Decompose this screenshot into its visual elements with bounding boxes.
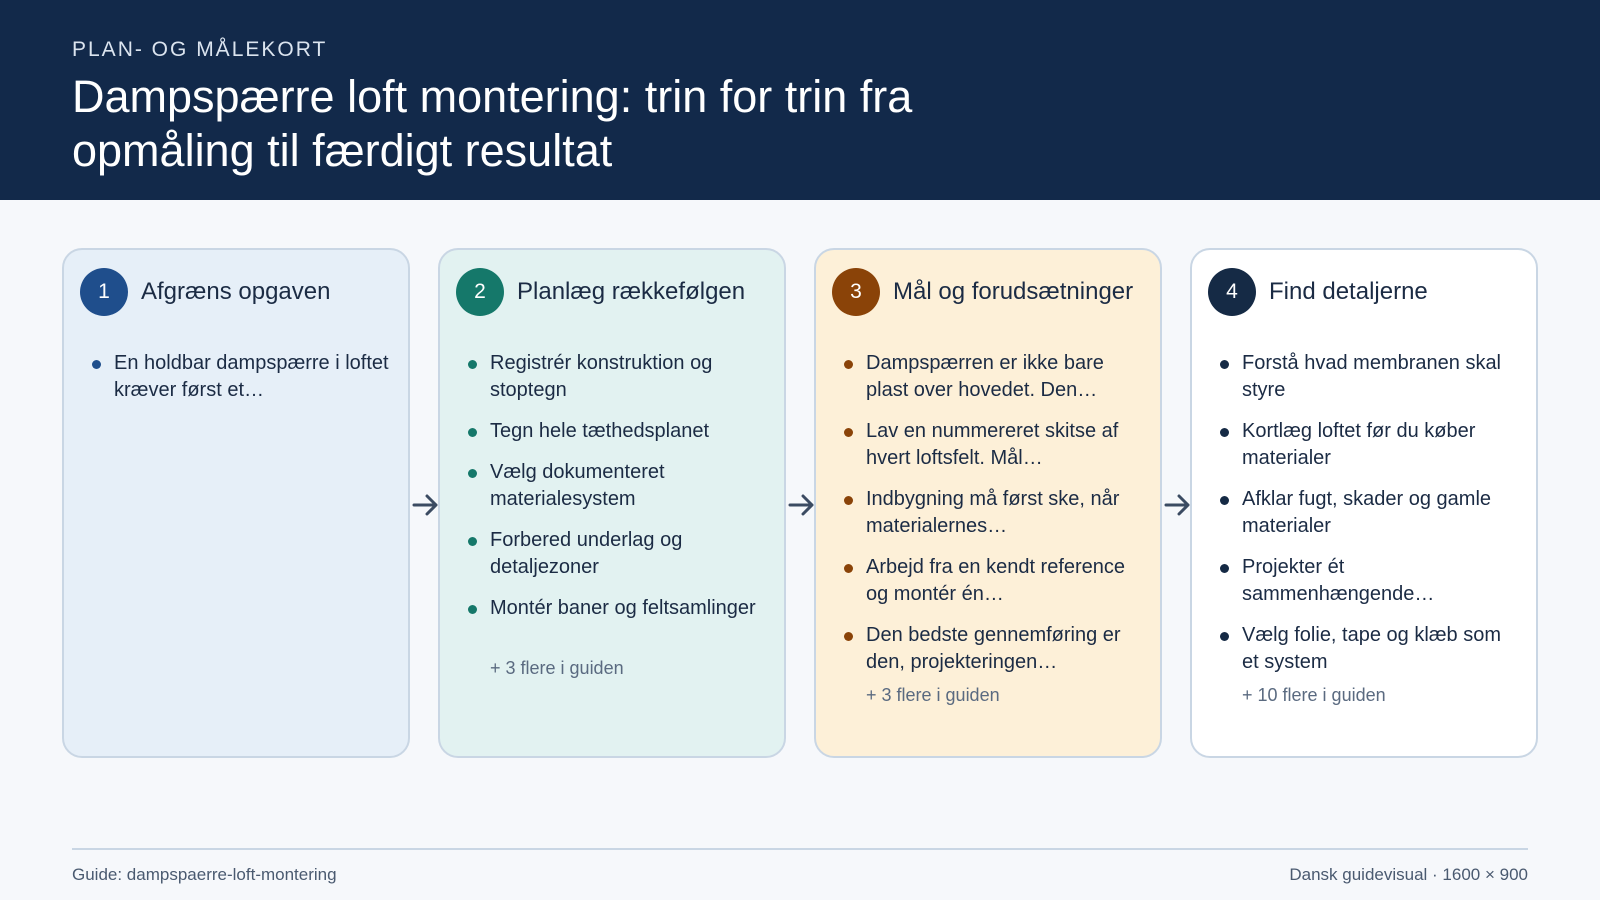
eyebrow-label: PLAN- OG MÅLEKORT (72, 38, 328, 61)
bullet-icon (1220, 632, 1229, 641)
bullet-icon (844, 564, 853, 573)
bullet-icon (844, 360, 853, 369)
bullet-icon (1220, 564, 1229, 573)
list-item (844, 418, 1144, 472)
list-item (468, 459, 768, 513)
step-number-badge: 1 (80, 268, 128, 316)
more-in-guide-link[interactable]: + 10 flere i guiden (1242, 685, 1386, 705)
list-item-text: Tegn hele tæthedsplanet (490, 420, 710, 442)
list-item-text: En holdbar dampspærre i loftet kræver først et… (114, 352, 389, 401)
list-item-text: Vælg dokumenteret materialesystem (490, 461, 665, 510)
list-item (1220, 622, 1520, 676)
arrow-right-icon (412, 490, 440, 520)
bullet-icon (468, 469, 477, 478)
list-item-text: Arbejd fra en kendt reference og montér én… (866, 556, 1126, 605)
list-item (468, 350, 768, 404)
list-item-text: Forstå hvad membranen skal styre (1242, 352, 1502, 401)
bullet-icon (468, 428, 477, 437)
step-number-badge: 2 (456, 268, 504, 316)
list-item (1220, 554, 1520, 608)
step-title: Planlæg rækkefølgen (517, 278, 746, 305)
step-card-4 (1190, 248, 1538, 758)
step-card-3 (814, 248, 1162, 758)
list-item-text: Indbygning må først ske, når materialernes… (866, 488, 1120, 537)
list-item (468, 418, 768, 445)
list-item (92, 350, 392, 404)
page-title: Dampspærre loft montering: trin for trin fra opmåling til færdigt resultat (72, 71, 913, 176)
bullet-icon (468, 537, 477, 546)
step-title: Mål og forudsætninger (893, 278, 1134, 305)
list-item-text: Kortlæg loftet før du køber materialer (1242, 420, 1476, 469)
step-title: Afgræns opgaven (141, 278, 331, 305)
header-band (0, 0, 1600, 200)
list-item (844, 350, 1144, 404)
step-list (92, 350, 392, 418)
list-item-text: Vælg folie, tape og klæb som et system (1242, 624, 1502, 673)
list-item (844, 554, 1144, 608)
arrow-right-icon (788, 490, 816, 520)
list-item (844, 486, 1144, 540)
bullet-icon (1220, 496, 1229, 505)
footer-divider (72, 848, 1528, 850)
step-title: Find detaljerne (1269, 278, 1428, 305)
more-in-guide-link[interactable]: + 3 flere i guiden (490, 658, 624, 678)
list-item-text: Afklar fugt, skader og gamle materialer (1242, 488, 1492, 537)
bullet-icon (1220, 360, 1229, 369)
bullet-icon (844, 496, 853, 505)
arrow-right-icon (1164, 490, 1192, 520)
step-list (468, 350, 768, 636)
list-item-text: Registrér konstruktion og stoptegn (490, 352, 713, 401)
step-number-badge: 4 (1208, 268, 1256, 316)
bullet-icon (468, 605, 477, 614)
step-list (844, 350, 1144, 690)
list-item-text: Dampspærren er ikke bare plast over hovedet. Den… (866, 352, 1104, 401)
list-item (1220, 350, 1520, 404)
list-item (1220, 486, 1520, 540)
list-item-text: Forbered underlag og detaljezoner (490, 529, 683, 578)
list-item (468, 595, 768, 622)
bullet-icon (1220, 428, 1229, 437)
step-number-badge: 3 (832, 268, 880, 316)
step-card-1 (62, 248, 410, 758)
more-in-guide-link[interactable]: + 3 flere i guiden (866, 685, 1000, 705)
bullet-icon (468, 360, 477, 369)
footer-guide-slug: Guide: dampspaerre-loft-montering (72, 865, 337, 884)
list-item-text: Montér baner og feltsamlinger (490, 597, 756, 619)
bullet-icon (92, 360, 101, 369)
list-item-text: Projekter ét sammenhængende… (1242, 556, 1435, 605)
list-item-text: Den bedste gennemføring er den, projekteringen… (866, 624, 1121, 673)
bullet-icon (844, 428, 853, 437)
step-list (1220, 350, 1520, 690)
step-card-2 (438, 248, 786, 758)
list-item (468, 527, 768, 581)
list-item-text: Lav en nummereret skitse af hvert loftsfelt. Mål… (866, 420, 1119, 469)
list-item (844, 622, 1144, 676)
list-item (1220, 418, 1520, 472)
footer-meta: Dansk guidevisual · 1600 × 900 (1289, 865, 1528, 884)
bullet-icon (844, 632, 853, 641)
